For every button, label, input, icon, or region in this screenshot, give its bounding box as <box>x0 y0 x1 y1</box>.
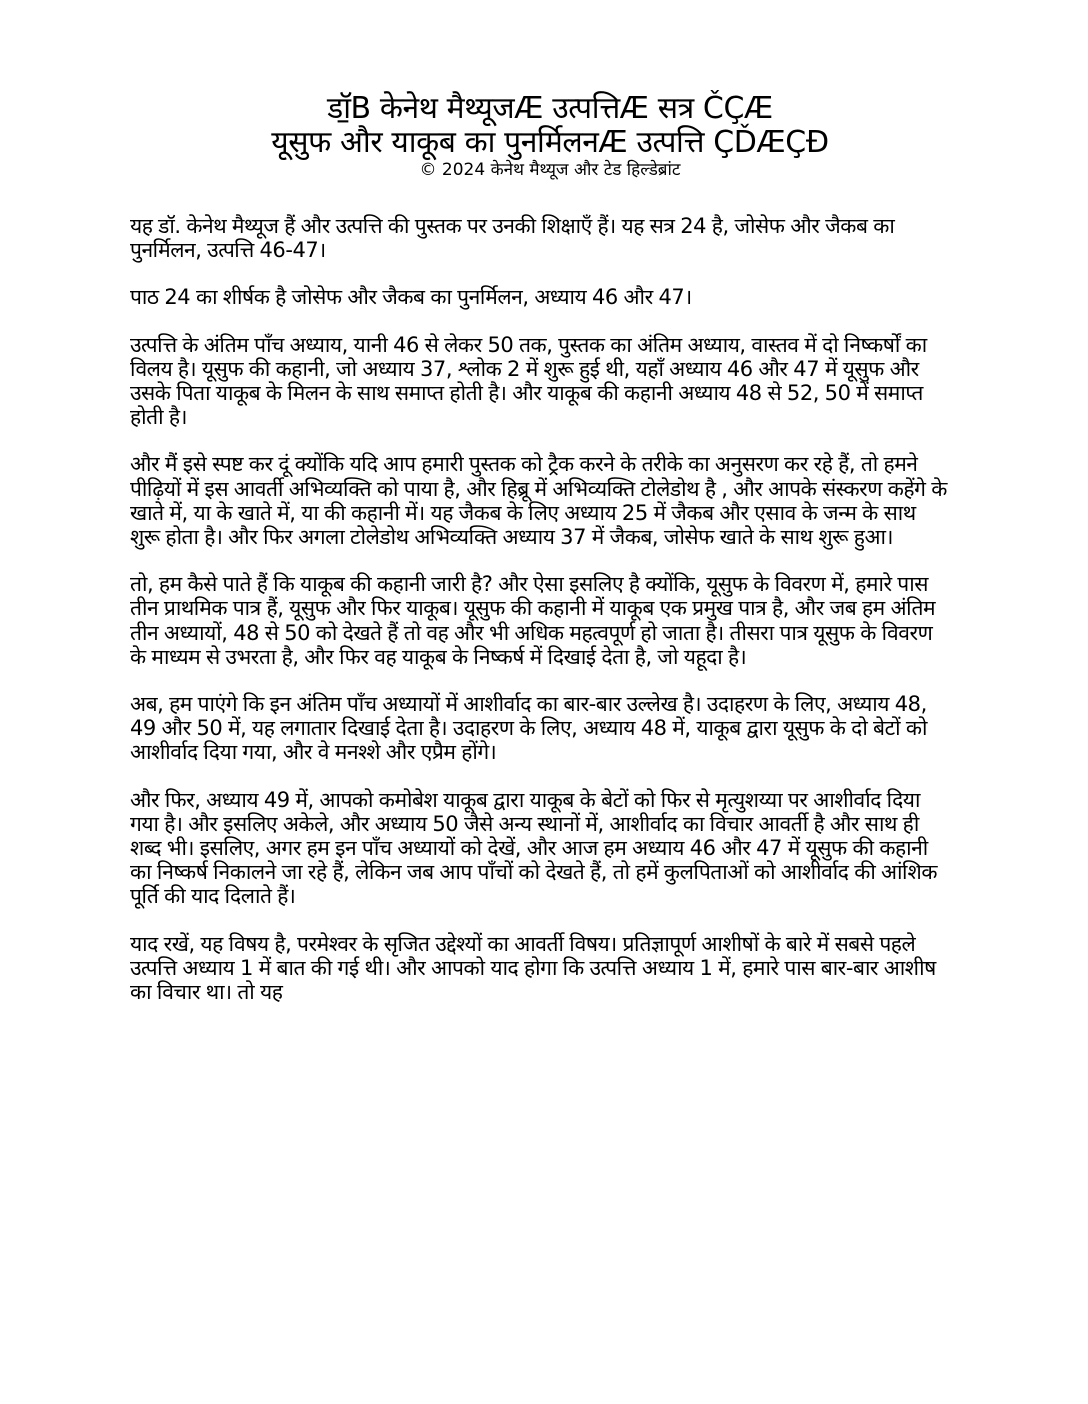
copyright-notice: © 2024 केनेथ मैथ्यूज और टेड हिल्डेब्रांट <box>419 160 681 180</box>
lecture-title: डॉ॒B केनेथ मैथ्यूजÆ उत्पत्तिÆ सत्र ČÇÆ <box>327 91 773 126</box>
lecture-subtitle: यूसुफ और याकूब का पुनर्मिलनÆ उत्पत्ति ÇĎÆÇĐ <box>271 125 829 160</box>
paragraph-4: और मैं इसे स्पष्ट कर दूं क्योंकि यदि आप हमारी पुस्तक को ट्रैक करने के तरीके का अनुसरण कर रहे हैं, तो हमने पीढ़ियों में इस आवर्ती अभिव्यक्ति को पाया है, और हिब्रू में अभिव्यक्ति टोलेडोथ है , और आपके संस्करण कहेंगे के खाते में, या के खाते में, या की कहानी में। यह जैकब के लिए अध्याय 25 में जैकब और एसाव के जन्म के साथ शुरू होता है। और फिर अगला टोलेडोथ अभिव्यक्ति अध्याय 37 में जैकब, जोसेफ खाते के साथ शुरू हुआ। <box>130 452 947 550</box>
paragraph-8: याद रखें, यह विषय है, परमेश्वर के सृजित उद्देश्यों का आवर्ती विषय। प्रतिज्ञापूर्ण आशीषों के बारे में सबसे पहले उत्पत्ति अध्याय 1 में बात की गई थी। और आपको याद होगा कि उत्पत्ति अध्याय 1 में, हमारे पास बार-बार आशीष का विचार था। तो यह <box>130 931 936 1005</box>
paragraph-3: उत्पत्ति के अंतिम पाँच अध्याय, यानी 46 से लेकर 50 तक, पुस्तक का अंतिम अध्याय, वास्तव में दो निष्कर्षों का विलय है। यूसुफ की कहानी, जो अध्याय 37, श्लोक 2 में शुरू हुई थी, यहाँ अध्याय 46 और 47 में यूसुफ और उसके पिता याकूब के मिलन के साथ समाप्त होती है। और याकूब की कहानी अध्याय 48 से 52, 50 में समाप्त होती है। <box>130 332 927 430</box>
paragraph-2: पाठ 24 का शीर्षक है जोसेफ और जैकब का पुनर्मिलन, अध्याय 46 और 47। <box>130 285 692 310</box>
paragraph-1: यह डॉ. केनेथ मैथ्यूज हैं और उत्पत्ति की पुस्तक पर उनकी शिक्षाएँ हैं। यह सत्र 24 है, जोसेफ और जैकब का पुनर्मिलन, उत्पत्ति 46-47। <box>130 214 895 263</box>
paragraph-6: अब, हम पाएंगे कि इन अंतिम पाँच अध्यायों में आशीर्वाद का बार-बार उल्लेख है। उदाहरण के लिए, अध्याय 48, 49 और 50 में, यह लगातार दिखाई देता है। उदाहरण के लिए, अध्याय 48 में, याकूब द्वारा यूसुफ के दो बेटों को आशीर्वाद दिया गया, और वे मनश्शे और एप्रैम होंगे। <box>130 692 927 765</box>
paragraph-7: और फिर, अध्याय 49 में, आपको कमोबेश याकूब द्वारा याकूब के बेटों को फिर से मृत्युशय्या पर आशीर्वाद दिया गया है। और इसलिए अकेले, और अध्याय 50 जैसे अन्य स्थानों में, आशीर्वाद का विचार आवर्ती है और साथ ही शब्द भी। इसलिए, अगर हम इन पाँच अध्यायों को देखें, और आज हम अध्याय 46 और 47 में यूसुफ की कहानी का निष्कर्ष निकालने जा रहे हैं, लेकिन जब आप पाँचों को देखते हैं, तो हमें कुलपिताओं को आशीर्वाद की आंशिक पूर्ति की याद दिलाते हैं। <box>130 787 938 909</box>
paragraph-5: तो, हम कैसे पाते हैं कि याकूब की कहानी जारी है? और ऐसा इसलिए है क्योंकि, यूसुफ के विवरण में, हमारे पास तीन प्राथमिक पात्र हैं, यूसुफ और फिर याकूब। यूसुफ की कहानी में याकूब एक प्रमुख पात्र है, और जब हम अंतिम तीन अध्यायों, 48 से 50 को देखते हैं तो वह और भी अधिक महत्वपूर्ण हो जाता है। तीसरा पात्र यूसुफ के विवरण के माध्यम से उभरता है, और फिर वह याकूब के निष्कर्ष में दिखाई देता है, जो यहूदा है। <box>130 572 936 669</box>
transcript-body <box>130 214 950 1027</box>
title-block <box>120 92 980 180</box>
